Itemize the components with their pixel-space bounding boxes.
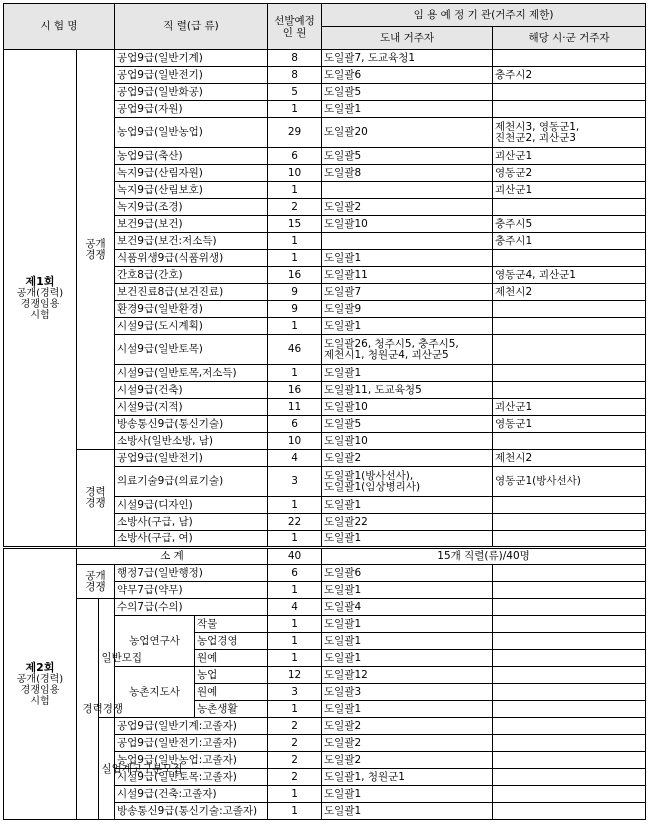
province-cell: 도일괄1 — [322, 497, 493, 514]
local-cell — [493, 250, 646, 267]
local-cell — [493, 335, 646, 365]
header-residency: 임 용 예 정 기 관(거주지 제한) — [322, 4, 646, 27]
local-cell: 영동군2 — [493, 165, 646, 182]
province-cell: 도일괄10 — [322, 399, 493, 416]
local-cell: 괴산군1 — [493, 148, 646, 165]
province-cell: 도일괄1 — [322, 250, 493, 267]
subtotal-count: 40 — [268, 548, 322, 565]
count-cell: 6 — [268, 148, 322, 165]
local-cell — [493, 633, 646, 650]
province-cell: 도일괄9 — [322, 301, 493, 318]
sub-position-cell: 농업경영 — [195, 633, 268, 650]
local-cell — [493, 650, 646, 667]
local-cell: 영동군4, 괴산군1 — [493, 267, 646, 284]
province-cell: 도일괄6 — [322, 565, 493, 582]
header-position: 직 렬(급 류) — [115, 4, 268, 50]
province-cell: 도일괄5 — [322, 84, 493, 101]
position-cell: 소방사(구급, 남) — [115, 514, 268, 531]
count-cell: 1 — [268, 101, 322, 118]
local-cell: 괴산군1 — [493, 399, 646, 416]
count-cell: 12 — [268, 667, 322, 684]
count-cell: 8 — [268, 50, 322, 67]
province-cell: 도일괄2 — [322, 752, 493, 769]
province-cell: 도일괄1 — [322, 786, 493, 803]
count-cell: 2 — [268, 735, 322, 752]
count-cell: 1 — [268, 365, 322, 382]
position-cell: 보건9급(보건:저소득) — [115, 233, 268, 250]
province-cell: 도일괄11, 도교육청5 — [322, 382, 493, 399]
count-cell: 4 — [268, 599, 322, 616]
local-cell — [493, 667, 646, 684]
position-cell: 공업9급(일반전기:고졸자) — [115, 735, 268, 752]
local-cell — [493, 769, 646, 786]
position-cell: 시설9급(지적) — [115, 399, 268, 416]
position-cell: 녹지9급(산림보호) — [115, 182, 268, 199]
count-cell: 3 — [268, 684, 322, 701]
local-cell: 충주시1 — [493, 233, 646, 250]
count-cell: 1 — [268, 786, 322, 803]
local-cell: 충주시5 — [493, 216, 646, 233]
count-cell: 1 — [268, 633, 322, 650]
position-cell: 보건진료8급(보건진료) — [115, 284, 268, 301]
round2-special-row — [4, 718, 646, 735]
count-cell: 1 — [268, 803, 322, 820]
local-cell: 영동군1 — [493, 416, 646, 433]
province-cell — [322, 182, 493, 199]
province-cell: 도일괄11 — [322, 267, 493, 284]
local-cell — [493, 531, 646, 548]
province-cell: 도일괄1 — [322, 803, 493, 820]
position-cell: 방송통신9급(통신기술:고졸자) — [115, 803, 268, 820]
count-cell: 1 — [268, 701, 322, 718]
province-cell — [322, 233, 493, 250]
count-cell: 3 — [268, 467, 322, 497]
province-cell: 도일괄6 — [322, 67, 493, 84]
local-cell — [493, 301, 646, 318]
sub-position-cell: 원예 — [195, 684, 268, 701]
count-cell: 11 — [268, 399, 322, 416]
local-cell — [493, 616, 646, 633]
position-cell: 농업9급(일반농업:고졸자) — [115, 752, 268, 769]
province-cell: 도일괄1 — [322, 633, 493, 650]
round1-open-label: 공개 경쟁 — [77, 50, 115, 450]
header-local-resident: 해당 시·군 거주자 — [493, 27, 646, 50]
count-cell: 4 — [268, 450, 322, 467]
round1-career-label: 경력 경쟁 — [77, 450, 115, 548]
local-cell — [493, 582, 646, 599]
sub-position-cell: 농촌생활 — [195, 701, 268, 718]
position-cell: 시설9급(도시계획) — [115, 318, 268, 335]
position-cell: 보건9급(보건) — [115, 216, 268, 233]
count-cell: 8 — [268, 67, 322, 84]
round1-title: 제1회 공개(경력) 경쟁임용 시험 — [4, 50, 77, 548]
province-cell: 도일괄12 — [322, 667, 493, 684]
round1-open-row — [4, 50, 646, 67]
province-cell: 도일괄2 — [322, 718, 493, 735]
province-cell: 도일괄20 — [322, 118, 493, 148]
province-cell: 도일괄26, 청주시5, 충주시5, 제천시1, 청원군4, 괴산군5 — [322, 335, 493, 365]
local-cell — [493, 735, 646, 752]
local-cell: 제천시3, 영동군1, 진천군2, 괴산군3 — [493, 118, 646, 148]
local-cell — [493, 786, 646, 803]
position-cell: 간호8급(간호) — [115, 267, 268, 284]
count-cell: 1 — [268, 250, 322, 267]
province-cell: 도일괄2 — [322, 199, 493, 216]
position-cell: 농업9급(축산) — [115, 148, 268, 165]
position-cell: 공업9급(일반화공) — [115, 84, 268, 101]
count-cell: 15 — [268, 216, 322, 233]
count-cell: 1 — [268, 531, 322, 548]
subtotal-label: 소 계 — [77, 548, 268, 565]
local-cell: 충주시2 — [493, 67, 646, 84]
province-cell: 도일괄3 — [322, 684, 493, 701]
count-cell: 22 — [268, 514, 322, 531]
province-cell: 도일괄1 — [322, 582, 493, 599]
local-cell — [493, 433, 646, 450]
header-planned-count: 선발예정 인 원 — [268, 4, 322, 50]
local-cell: 제천시2 — [493, 450, 646, 467]
position-cell: 시설9급(일반토목:고졸자) — [115, 769, 268, 786]
subtotal-row — [4, 548, 646, 565]
local-cell — [493, 599, 646, 616]
round2-open-row — [4, 565, 646, 582]
count-cell: 2 — [268, 718, 322, 735]
round2-title: 제2회 공개(경력) 경쟁임용 시험 — [4, 548, 77, 820]
round2-general-label: 일반모집 — [99, 599, 115, 718]
recruitment-table — [3, 3, 646, 820]
local-cell — [493, 382, 646, 399]
position-cell: 행정7급(일반행정) — [115, 565, 268, 582]
count-cell: 1 — [268, 182, 322, 199]
position-cell: 시설9급(디자인) — [115, 497, 268, 514]
province-cell: 도일괄1 — [322, 650, 493, 667]
local-cell — [493, 803, 646, 820]
round2-career-row — [4, 599, 646, 616]
local-cell — [493, 718, 646, 735]
position-cell: 수의7급(수의) — [115, 599, 268, 616]
count-cell: 1 — [268, 650, 322, 667]
position-cell: 녹지9급(조경) — [115, 199, 268, 216]
local-cell: 괴산군1 — [493, 182, 646, 199]
province-cell: 도일괄1(방사선사), 도일괄1(임상병리사) — [322, 467, 493, 497]
position-cell: 시설9급(건축:고졸자) — [115, 786, 268, 803]
local-cell: 제천시2 — [493, 284, 646, 301]
subtotal-summary: 15개 직렬(류)/40명 — [322, 548, 646, 565]
province-cell: 도일괄4 — [322, 599, 493, 616]
count-cell: 16 — [268, 267, 322, 284]
count-cell: 10 — [268, 165, 322, 182]
position-cell: 시설9급(일반토목,저소득) — [115, 365, 268, 382]
local-cell — [493, 684, 646, 701]
count-cell: 2 — [268, 769, 322, 786]
province-cell: 도일괄1 — [322, 531, 493, 548]
local-cell — [493, 101, 646, 118]
header-province-resident: 도내 거주자 — [322, 27, 493, 50]
position-cell: 녹지9급(산림자원) — [115, 165, 268, 182]
local-cell — [493, 497, 646, 514]
position-cell: 공업9급(일반전기) — [115, 67, 268, 84]
position-cell: 의료기술9급(의료기술) — [115, 467, 268, 497]
province-cell: 도일괄10 — [322, 433, 493, 450]
count-cell: 1 — [268, 233, 322, 250]
local-cell — [493, 565, 646, 582]
count-cell: 5 — [268, 84, 322, 101]
position-cell: 공업9급(일반기계:고졸자) — [115, 718, 268, 735]
position-cell: 약무7급(약무) — [115, 582, 268, 599]
position-cell: 시설9급(일반토목) — [115, 335, 268, 365]
count-cell: 1 — [268, 616, 322, 633]
province-cell: 도일괄10 — [322, 216, 493, 233]
province-cell: 도일괄1 — [322, 318, 493, 335]
position-cell: 식품위생9급(식품위생) — [115, 250, 268, 267]
province-cell: 도일괄22 — [322, 514, 493, 531]
position-cell: 방송통신9급(통신기술) — [115, 416, 268, 433]
count-cell: 9 — [268, 284, 322, 301]
province-cell: 도일괄2 — [322, 450, 493, 467]
local-cell — [493, 50, 646, 67]
position-cell: 공업9급(일반기계) — [115, 50, 268, 67]
count-cell: 1 — [268, 582, 322, 599]
round1-career-row — [4, 450, 646, 467]
position-cell: 소방사(구급, 여) — [115, 531, 268, 548]
round2-special-label: 실업계고구분모집 — [99, 718, 115, 820]
local-cell — [493, 365, 646, 382]
local-cell — [493, 199, 646, 216]
local-cell — [493, 701, 646, 718]
province-cell: 도일괄8 — [322, 165, 493, 182]
sub-position-cell: 농업 — [195, 667, 268, 684]
province-cell: 도일괄5 — [322, 416, 493, 433]
count-cell: 2 — [268, 752, 322, 769]
round2-open-label: 공개 경쟁 — [77, 565, 115, 599]
local-cell: 영동군1(방사선사) — [493, 467, 646, 497]
position-cell: 소방사(일반소방, 남) — [115, 433, 268, 450]
position-cell: 환경9급(일반환경) — [115, 301, 268, 318]
count-cell: 1 — [268, 318, 322, 335]
province-cell: 도일괄1 — [322, 101, 493, 118]
province-cell: 도일괄1 — [322, 701, 493, 718]
count-cell: 6 — [268, 416, 322, 433]
count-cell: 46 — [268, 335, 322, 365]
local-cell — [493, 84, 646, 101]
researcher-label: 농업연구사 — [115, 616, 195, 667]
sub-position-cell: 작물 — [195, 616, 268, 633]
province-cell: 도일괄1, 청원군1 — [322, 769, 493, 786]
count-cell: 9 — [268, 301, 322, 318]
position-cell: 공업9급(일반전기) — [115, 450, 268, 467]
local-cell — [493, 514, 646, 531]
local-cell — [493, 318, 646, 335]
province-cell: 도일괄5 — [322, 148, 493, 165]
province-cell: 도일괄7, 도교육청1 — [322, 50, 493, 67]
position-cell: 시설9급(건축) — [115, 382, 268, 399]
sub-position-cell: 원예 — [195, 650, 268, 667]
advisor-label: 농촌지도사 — [115, 667, 195, 718]
count-cell: 10 — [268, 433, 322, 450]
province-cell: 도일괄7 — [322, 284, 493, 301]
position-cell: 공업9급(자원) — [115, 101, 268, 118]
province-cell: 도일괄1 — [322, 365, 493, 382]
count-cell: 29 — [268, 118, 322, 148]
round2-career-label: 경력경쟁 — [77, 599, 99, 820]
count-cell: 1 — [268, 497, 322, 514]
position-cell: 농업9급(일반농업) — [115, 118, 268, 148]
count-cell: 16 — [268, 382, 322, 399]
count-cell: 6 — [268, 565, 322, 582]
province-cell: 도일괄1 — [322, 616, 493, 633]
header-exam-name: 시 험 명 — [4, 4, 115, 50]
province-cell: 도일괄2 — [322, 735, 493, 752]
local-cell — [493, 752, 646, 769]
count-cell: 2 — [268, 199, 322, 216]
